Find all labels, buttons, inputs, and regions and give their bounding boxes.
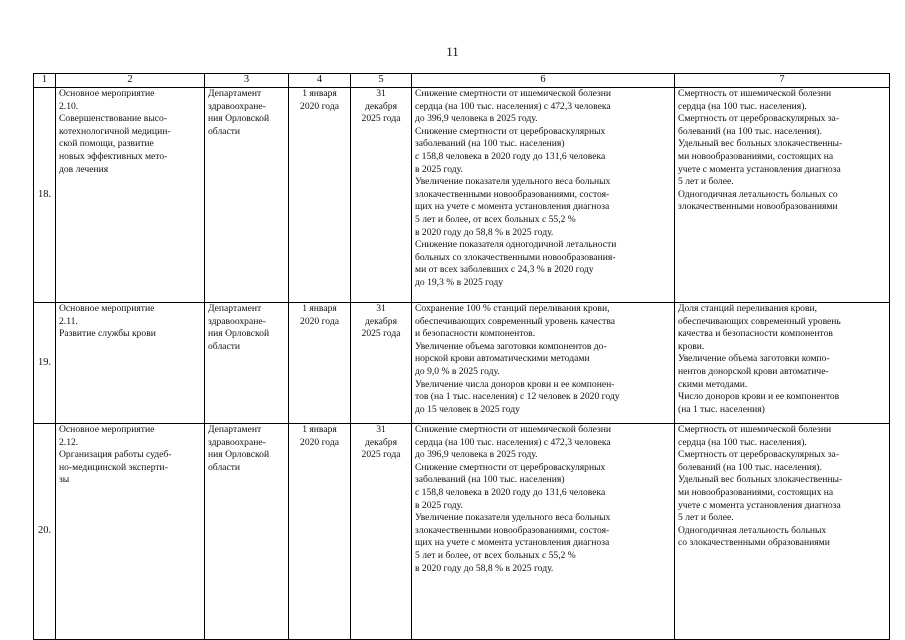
expected-result-cell-line: тов (на 1 тыс. населения) с 12 человек в 2020 году bbox=[415, 391, 620, 403]
executor-cell-line: Департамент bbox=[208, 88, 262, 99]
column-header: 3 bbox=[205, 74, 289, 88]
start-date-cell-line: 1 января bbox=[302, 88, 337, 99]
end-date-cell-line: декабря bbox=[364, 315, 397, 327]
column-header: 1 bbox=[34, 74, 56, 88]
indicator-cell bbox=[675, 424, 890, 640]
measure-cell-line: Организация работы судеб- bbox=[59, 449, 172, 461]
indicator-cell-line: Одногодичная летальность больных bbox=[678, 524, 827, 536]
measure-cell-line: Совершенствование высо- bbox=[59, 113, 168, 125]
column-header: 7 bbox=[675, 74, 890, 88]
measure-cell-line: ской помощи, развитие bbox=[59, 138, 154, 150]
end-date-cell-line: 2025 года bbox=[361, 449, 401, 461]
column-header: 2 bbox=[56, 74, 205, 88]
start-date-cell bbox=[289, 303, 351, 424]
executor-cell bbox=[205, 303, 289, 424]
end-date-cell-line: 2025 года bbox=[361, 328, 401, 340]
expected-result-cell-line: с 158,8 человека в 2020 году до 131,6 человека bbox=[415, 150, 606, 162]
indicator-cell bbox=[675, 303, 890, 424]
expected-result-cell-line: Увеличение показателя удельного веса больных bbox=[415, 176, 611, 188]
indicator-cell-line: со злокачественными образованиями bbox=[678, 537, 830, 549]
expected-result-cell-line: больных со злокачественными новообразования- bbox=[415, 251, 616, 263]
expected-result-cell-line: до 19,3 % в 2025 году bbox=[415, 276, 504, 288]
measure-cell-line: 2.12. bbox=[59, 436, 79, 448]
end-date-cell-line: 31 bbox=[376, 88, 386, 99]
indicator-cell-line: 5 лет и более. bbox=[678, 512, 734, 524]
measure-cell-line: Основное мероприятие bbox=[59, 88, 155, 99]
expected-result-cell-line: в 2025 году. bbox=[415, 499, 463, 511]
indicator-cell-line: Доля станций переливания крови, bbox=[678, 303, 818, 314]
indicator-cell-line: Смертность от цереброваскулярных за- bbox=[678, 113, 840, 125]
executor-cell-line: области bbox=[208, 125, 241, 137]
indicator-cell-line: (на 1 тыс. населения) bbox=[678, 403, 765, 415]
measure-cell bbox=[56, 88, 205, 303]
row-number: 19. bbox=[34, 303, 56, 424]
executor-cell-line: здравоохране- bbox=[208, 436, 266, 448]
indicator-cell-line: учете с момента установления диагноза bbox=[678, 499, 841, 511]
start-date-cell-line: 2020 года bbox=[300, 436, 339, 448]
indicator-cell-line: злокачественными новообразованиями bbox=[678, 201, 838, 213]
measure-cell-line: дов лечения bbox=[59, 163, 109, 175]
measure-cell-line: зы bbox=[59, 474, 70, 486]
indicator-cell-line: Смертность от цереброваскулярных за- bbox=[678, 449, 840, 461]
program-table bbox=[33, 73, 890, 640]
expected-result-cell-line: заболеваний (на 100 тыс. населения) bbox=[415, 138, 565, 150]
expected-result-cell-line: до 396,9 человека в 2025 году. bbox=[415, 113, 538, 125]
table-row bbox=[34, 424, 890, 640]
executor-cell-line: области bbox=[208, 461, 241, 473]
indicator-cell-line: обеспечивающих современный уровень bbox=[678, 315, 841, 327]
indicator-cell bbox=[675, 88, 890, 303]
end-date-cell bbox=[351, 303, 412, 424]
executor-cell bbox=[205, 424, 289, 640]
indicator-cell-line: крови. bbox=[678, 340, 705, 352]
indicator-cell-line: Число доноров крови и ее компонентов bbox=[678, 391, 840, 403]
expected-result-cell-line: Снижение смертности от цереброваскулярных bbox=[415, 461, 606, 473]
measure-cell-line: Основное мероприятие bbox=[59, 424, 155, 435]
column-header: 4 bbox=[289, 74, 351, 88]
end-date-cell-line: 2025 года bbox=[361, 113, 401, 125]
expected-result-cell-line: Увеличение показателя удельного веса больных bbox=[415, 512, 611, 524]
executor-cell-line: здравоохране- bbox=[208, 100, 266, 112]
indicator-cell-line: Увеличение объема заготовки компо- bbox=[678, 353, 830, 365]
expected-result-cell-line: 5 лет и более, от всех больных с 55,2 % bbox=[415, 213, 576, 225]
expected-result-cell-line: до 15 человек в 2025 году bbox=[415, 403, 520, 415]
end-date-cell bbox=[351, 424, 412, 640]
executor-cell bbox=[205, 88, 289, 303]
expected-result-cell-line: с 158,8 человека в 2020 году до 131,6 человека bbox=[415, 486, 606, 498]
expected-result-cell-line: норской крови автоматическими методами bbox=[415, 353, 590, 365]
executor-cell-line: ния Орловской bbox=[208, 449, 270, 461]
indicator-cell-line: ми новообразованиями, состоящих на bbox=[678, 150, 834, 162]
header-row bbox=[34, 74, 890, 88]
indicator-cell-line: Удельный вес больных злокачественны- bbox=[678, 138, 843, 150]
executor-cell-line: здравоохране- bbox=[208, 315, 266, 327]
end-date-cell bbox=[351, 88, 412, 303]
measure-cell-line: Основное мероприятие bbox=[59, 303, 155, 314]
start-date-cell-line: 1 января bbox=[302, 424, 337, 435]
indicator-cell-line: Удельный вес больных злокачественны- bbox=[678, 474, 843, 486]
measure-cell-line: котехнологичной медицин- bbox=[59, 125, 171, 137]
expected-result-cell-line: в 2020 году до 58,8 % в 2025 году. bbox=[415, 562, 554, 574]
expected-result-cell-line: щих на учете с момента установления диагноза bbox=[415, 201, 610, 213]
measure-cell-line: но-медицинской эксперти- bbox=[59, 461, 168, 473]
expected-result-cell-line: Снижение показателя одногодичной летальности bbox=[415, 239, 617, 251]
start-date-cell-line: 2020 года bbox=[300, 315, 339, 327]
expected-result-cell-line: ми от всех заболевших с 24,3 % в 2020 году bbox=[415, 264, 594, 276]
indicator-cell-line: ми новообразованиями, состоящих на bbox=[678, 486, 834, 498]
expected-result-cell-line: заболеваний (на 100 тыс. населения) bbox=[415, 474, 565, 486]
start-date-cell bbox=[289, 88, 351, 303]
expected-result-cell-line: Снижение смертности от ишемической болезни bbox=[415, 424, 612, 435]
indicator-cell-line: Смертность от ишемической болезни bbox=[678, 88, 832, 99]
measure-cell-line: новых эффективных мето- bbox=[59, 150, 168, 162]
row-number: 20. bbox=[34, 424, 56, 640]
table-row bbox=[34, 88, 890, 303]
measure-cell-line: 2.10. bbox=[59, 100, 79, 112]
expected-result-cell bbox=[412, 424, 675, 640]
indicator-cell-line: болеваний (на 100 тыс. населения). bbox=[678, 461, 822, 473]
end-date-cell-line: декабря bbox=[364, 100, 397, 112]
indicator-cell-line: скими методами. bbox=[678, 378, 748, 390]
column-header: 5 bbox=[351, 74, 412, 88]
expected-result-cell-line: щих на учете с момента установления диагноза bbox=[415, 537, 610, 549]
expected-result-cell-line: 5 лет и более, от всех больных с 55,2 % bbox=[415, 549, 576, 561]
expected-result-cell-line: в 2025 году. bbox=[415, 163, 463, 175]
indicator-cell-line: качества и безопасности компонентов bbox=[678, 328, 833, 340]
executor-cell-line: ния Орловской bbox=[208, 328, 270, 340]
measure-cell bbox=[56, 424, 205, 640]
indicator-cell-line: 5 лет и более. bbox=[678, 176, 734, 188]
expected-result-cell-line: до 9,0 % в 2025 году. bbox=[415, 365, 500, 377]
start-date-cell-line: 1 января bbox=[302, 303, 337, 314]
end-date-cell-line: декабря bbox=[364, 436, 397, 448]
expected-result-cell-line: и безопасности компонентов. bbox=[415, 328, 536, 340]
executor-cell-line: Департамент bbox=[208, 424, 262, 435]
start-date-cell bbox=[289, 424, 351, 640]
expected-result-cell-line: Увеличение объема заготовки компонентов до- bbox=[415, 340, 607, 352]
expected-result-cell-line: обеспечивающих современный уровень качества bbox=[415, 315, 616, 327]
expected-result-cell bbox=[412, 88, 675, 303]
measure-cell bbox=[56, 303, 205, 424]
expected-result-cell-line: сердца (на 100 тыс. населения) с 472,3 человека bbox=[415, 436, 611, 448]
indicator-cell-line: нентов донорской крови автоматиче- bbox=[678, 365, 829, 377]
measure-cell-line: 2.11. bbox=[59, 315, 78, 327]
end-date-cell-line: 31 bbox=[376, 424, 386, 435]
executor-cell-line: ния Орловской bbox=[208, 113, 270, 125]
expected-result-cell-line: Увеличение числа доноров крови и ее компонен- bbox=[415, 378, 615, 390]
indicator-cell-line: учете с момента установления диагноза bbox=[678, 163, 841, 175]
indicator-cell-line: Одногодичная летальность больных со bbox=[678, 188, 838, 200]
column-header: 6 bbox=[412, 74, 675, 88]
indicator-cell-line: болеваний (на 100 тыс. населения). bbox=[678, 125, 822, 137]
executor-cell-line: Департамент bbox=[208, 303, 262, 314]
expected-result-cell-line: Сохранение 100 % станций переливания крови, bbox=[415, 303, 610, 314]
indicator-cell-line: Смертность от ишемической болезни bbox=[678, 424, 832, 435]
expected-result-cell-line: злокачественными новообразованиями, состоя- bbox=[415, 524, 610, 536]
start-date-cell-line: 2020 года bbox=[300, 100, 339, 112]
expected-result-cell-line: сердца (на 100 тыс. населения) с 472,3 человека bbox=[415, 100, 611, 112]
end-date-cell-line: 31 bbox=[376, 303, 386, 314]
expected-result-cell-line: злокачественными новообразованиями, состоя- bbox=[415, 188, 610, 200]
executor-cell-line: области bbox=[208, 340, 241, 352]
row-number: 18. bbox=[34, 88, 56, 303]
expected-result-cell-line: Снижение смертности от цереброваскулярных bbox=[415, 125, 606, 137]
table-row bbox=[34, 303, 890, 424]
indicator-cell-line: сердца (на 100 тыс. населения). bbox=[678, 100, 807, 112]
expected-result-cell-line: Снижение смертности от ишемической болезни bbox=[415, 88, 612, 99]
expected-result-cell-line: до 396,9 человека в 2025 году. bbox=[415, 449, 538, 461]
measure-cell-line: Развитие службы крови bbox=[59, 328, 156, 340]
indicator-cell-line: сердца (на 100 тыс. населения). bbox=[678, 436, 807, 448]
expected-result-cell-line: в 2020 году до 58,8 % в 2025 году. bbox=[415, 226, 554, 238]
page-number: 11 bbox=[446, 44, 459, 59]
expected-result-cell bbox=[412, 303, 675, 424]
